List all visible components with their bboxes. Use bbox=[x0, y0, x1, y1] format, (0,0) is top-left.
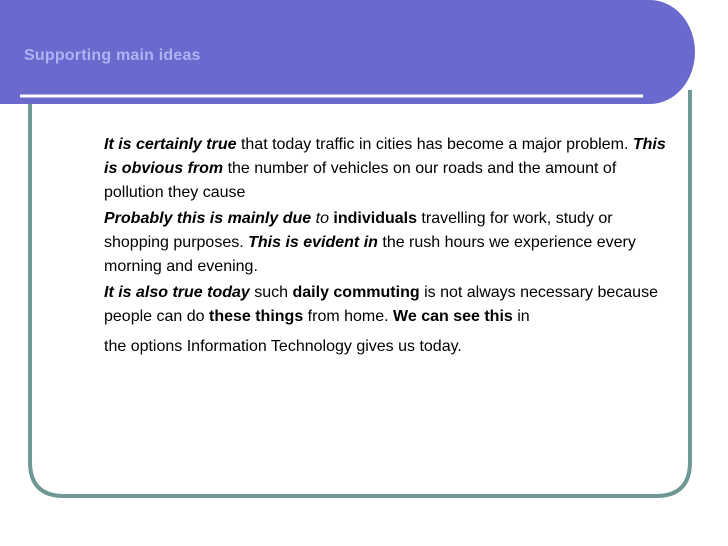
text-run: in bbox=[512, 308, 530, 325]
text-run: that today traffic in cities has become a major problem. bbox=[236, 136, 633, 153]
paragraph-1 bbox=[104, 133, 672, 205]
text-run: is not always necessary because people can do bbox=[104, 284, 658, 325]
text-run: travelling for work, study or shopping purposes. bbox=[104, 210, 613, 251]
slide-body bbox=[104, 133, 672, 359]
slide-title: Supporting main ideas bbox=[24, 47, 201, 64]
phrase-emphasis: This is evident in bbox=[248, 234, 378, 251]
phrase-bold: individuals bbox=[333, 210, 417, 227]
phrase-bold: daily commuting bbox=[292, 284, 420, 301]
text-run: the options Information Technology gives us today. bbox=[104, 338, 462, 355]
phrase-emphasis: It is certainly true bbox=[104, 136, 237, 153]
phrase-bold: these things bbox=[208, 308, 304, 325]
phrase-emphasis: This is obvious from bbox=[104, 136, 666, 177]
paragraph-3 bbox=[104, 281, 672, 359]
text-run: such bbox=[249, 284, 293, 301]
phrase-emphasis: Probably this is mainly due bbox=[104, 210, 312, 227]
text-run: from home. bbox=[303, 308, 394, 325]
text-run: the number of vehicles on our roads and the amount of pollution they cause bbox=[104, 160, 617, 201]
text-run: to bbox=[311, 210, 334, 227]
phrase-emphasis: It is also true today bbox=[104, 284, 250, 301]
text-run: the rush hours we experience every morning and evening. bbox=[104, 234, 636, 275]
phrase-bold: We can see this bbox=[393, 308, 513, 325]
paragraph-2 bbox=[104, 207, 672, 279]
